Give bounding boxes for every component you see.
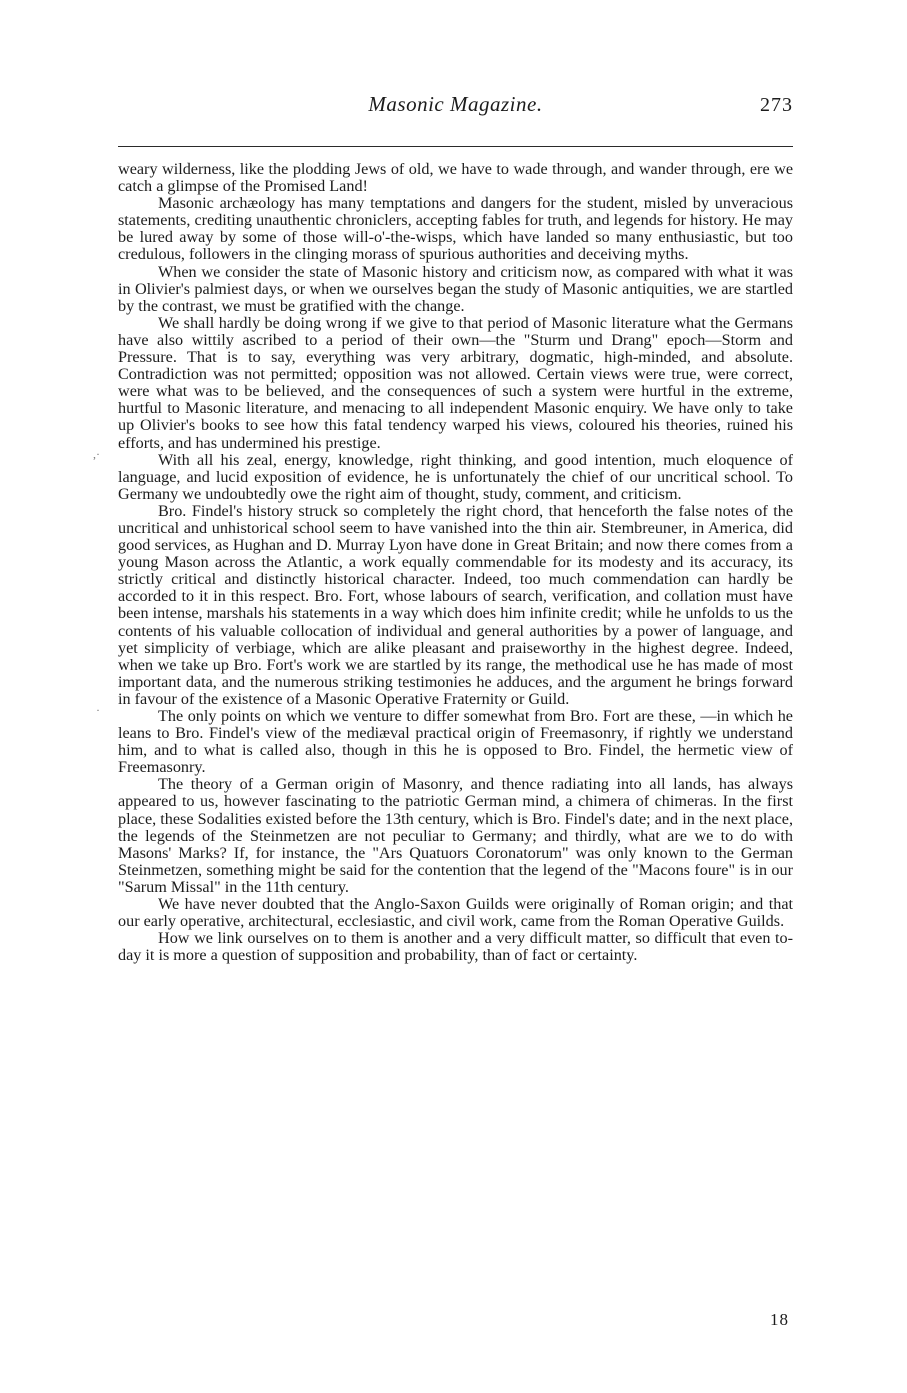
running-title: Masonic Magazine.: [368, 92, 543, 116]
paragraph-1: weary wilderness, like the plodding Jews of old, we have to wade through, and wander through, ere we catch a glimpse of the Promised Land!: [118, 160, 793, 196]
paragraph-3: When we consider the state of Masonic history and criticism now, as compared with what it was in Olivier's palmiest days, or when we ourselves began the study of Masonic antiquities, we are startled by the contrast, we must be gratified with the change.: [118, 262, 793, 315]
paragraph-5: With all his zeal, energy, knowledge, right thinking, and good intention, much eloquence of language, and lucid exposition of evidence, he is unfortunately the chief of our uncritical school. To Germany we undoubtedly owe the right aim of thought, study, comment, and criticism.: [118, 450, 793, 503]
paragraph-6: Bro. Findel's history struck so completely the right chord, that henceforth the false notes of the uncritical and unhistorical school seem to have vanished into the thin air. Stembreuner, in America, did good services, as Hughan and D. Murray Lyon have done in Great Britain; and now there comes from a young Mason across the Atlantic, a work equally commendable for its modesty and its accuracy, its strictly critical and distinctly historical character. Indeed, too much commendation can hardly be accorded to it in this respect. Bro. Fort, whose labours of search, verification, and collation must have been intense, marshals his statements in a way which does him infinite credit; while he unfolds to us the contents of his valuable collocation of individual and general authorities by a power of language, and yet simplicity of verbiage, which are alike pleasant and praiseworthy in the highest degree. Indeed, when we take up Bro. Fort's work we are startled by its range, the methodical use he has made of most important data, and the numerous striking testimonies he adduces, and the argument he brings forward in favour of the existence of a Masonic Operative Fraternity or Guild.: [118, 501, 793, 708]
paragraph-9: We have never doubted that the Anglo-Saxon Guilds were originally of Roman origin; and that our early operative, architectural, ecclesiastic, and civil work, came from the Roman Operative Guilds.: [118, 895, 793, 931]
paragraph-7: The only points on which we venture to differ somewhat from Bro. Fort are these, —in which he leans to Bro. Findel's view of the mediæval practical origin of Freemasonry, if rightly we understand him, and to what is called also, though in this he is opposed to Bro. Findel, the hermetic view of Freemasonry.: [118, 707, 793, 777]
margin-mark: ,·: [93, 447, 100, 461]
paragraph-8: The theory of a German origin of Masonry, and thence radiating into all lands, has always appeared to us, however fascinating to the patriotic German mind, a chimera of chimeras. In the first place, these Sodalities existed before the 13th century, which is Bro. Findel's date; and in the next place, the legends of the Steinmetzen are not peculiar to Germany; and thirdly, what are we to do with Masons' Marks? If, for instance, the "Ars Quatuors Coronatorum" was only known to the German Steinmetzen, something might be said for the contention that the legend of the "Macons foure" is in our "Sarum Missal" in the 11th century.: [118, 775, 793, 896]
paragraph-10: How we link ourselves on to them is another and a very difficult matter, so difficult that even to-day it is more a question of supposition and probability, than of fact or certainty.: [118, 929, 793, 965]
header-rule: [118, 146, 793, 147]
page-number: 273: [760, 94, 793, 116]
signature-mark: 18: [770, 1310, 789, 1329]
article-body: [118, 161, 793, 964]
running-header: [118, 88, 793, 128]
paragraph-4: We shall hardly be doing wrong if we give to that period of Masonic literature what the Germans have also wittily ascribed to a period of their own—the "Sturm und Drang" epoch—Storm and Pressure. That is to say, everything was very arbitrary, dogmatic, high-minded, and absolute. Contradiction was not permitted; opposition was not allowed. Certain views were true, were correct, were what was to be believed, and the consequences of such a system were hurtful in the extreme, hurtful to Masonic literature, and menacing to all independent Masonic enquiry. We have only to take up Olivier's books to see how this fatal tendency warped his views, coloured his theories, ruined his efforts, and has undermined his prestige.: [118, 313, 793, 452]
paragraph-2: Masonic archæology has many temptations and dangers for the student, misled by unveracious statements, crediting unauthentic chroniclers, accepting fables for truth, and legends for history. He may be lured away by some of those will-o'-the-wisps, which have landed so many enthusiastic, but too credulous, followers in the clinging morass of spurious authorities and deceiving myths.: [118, 194, 793, 264]
margin-mark: ·: [96, 703, 100, 717]
